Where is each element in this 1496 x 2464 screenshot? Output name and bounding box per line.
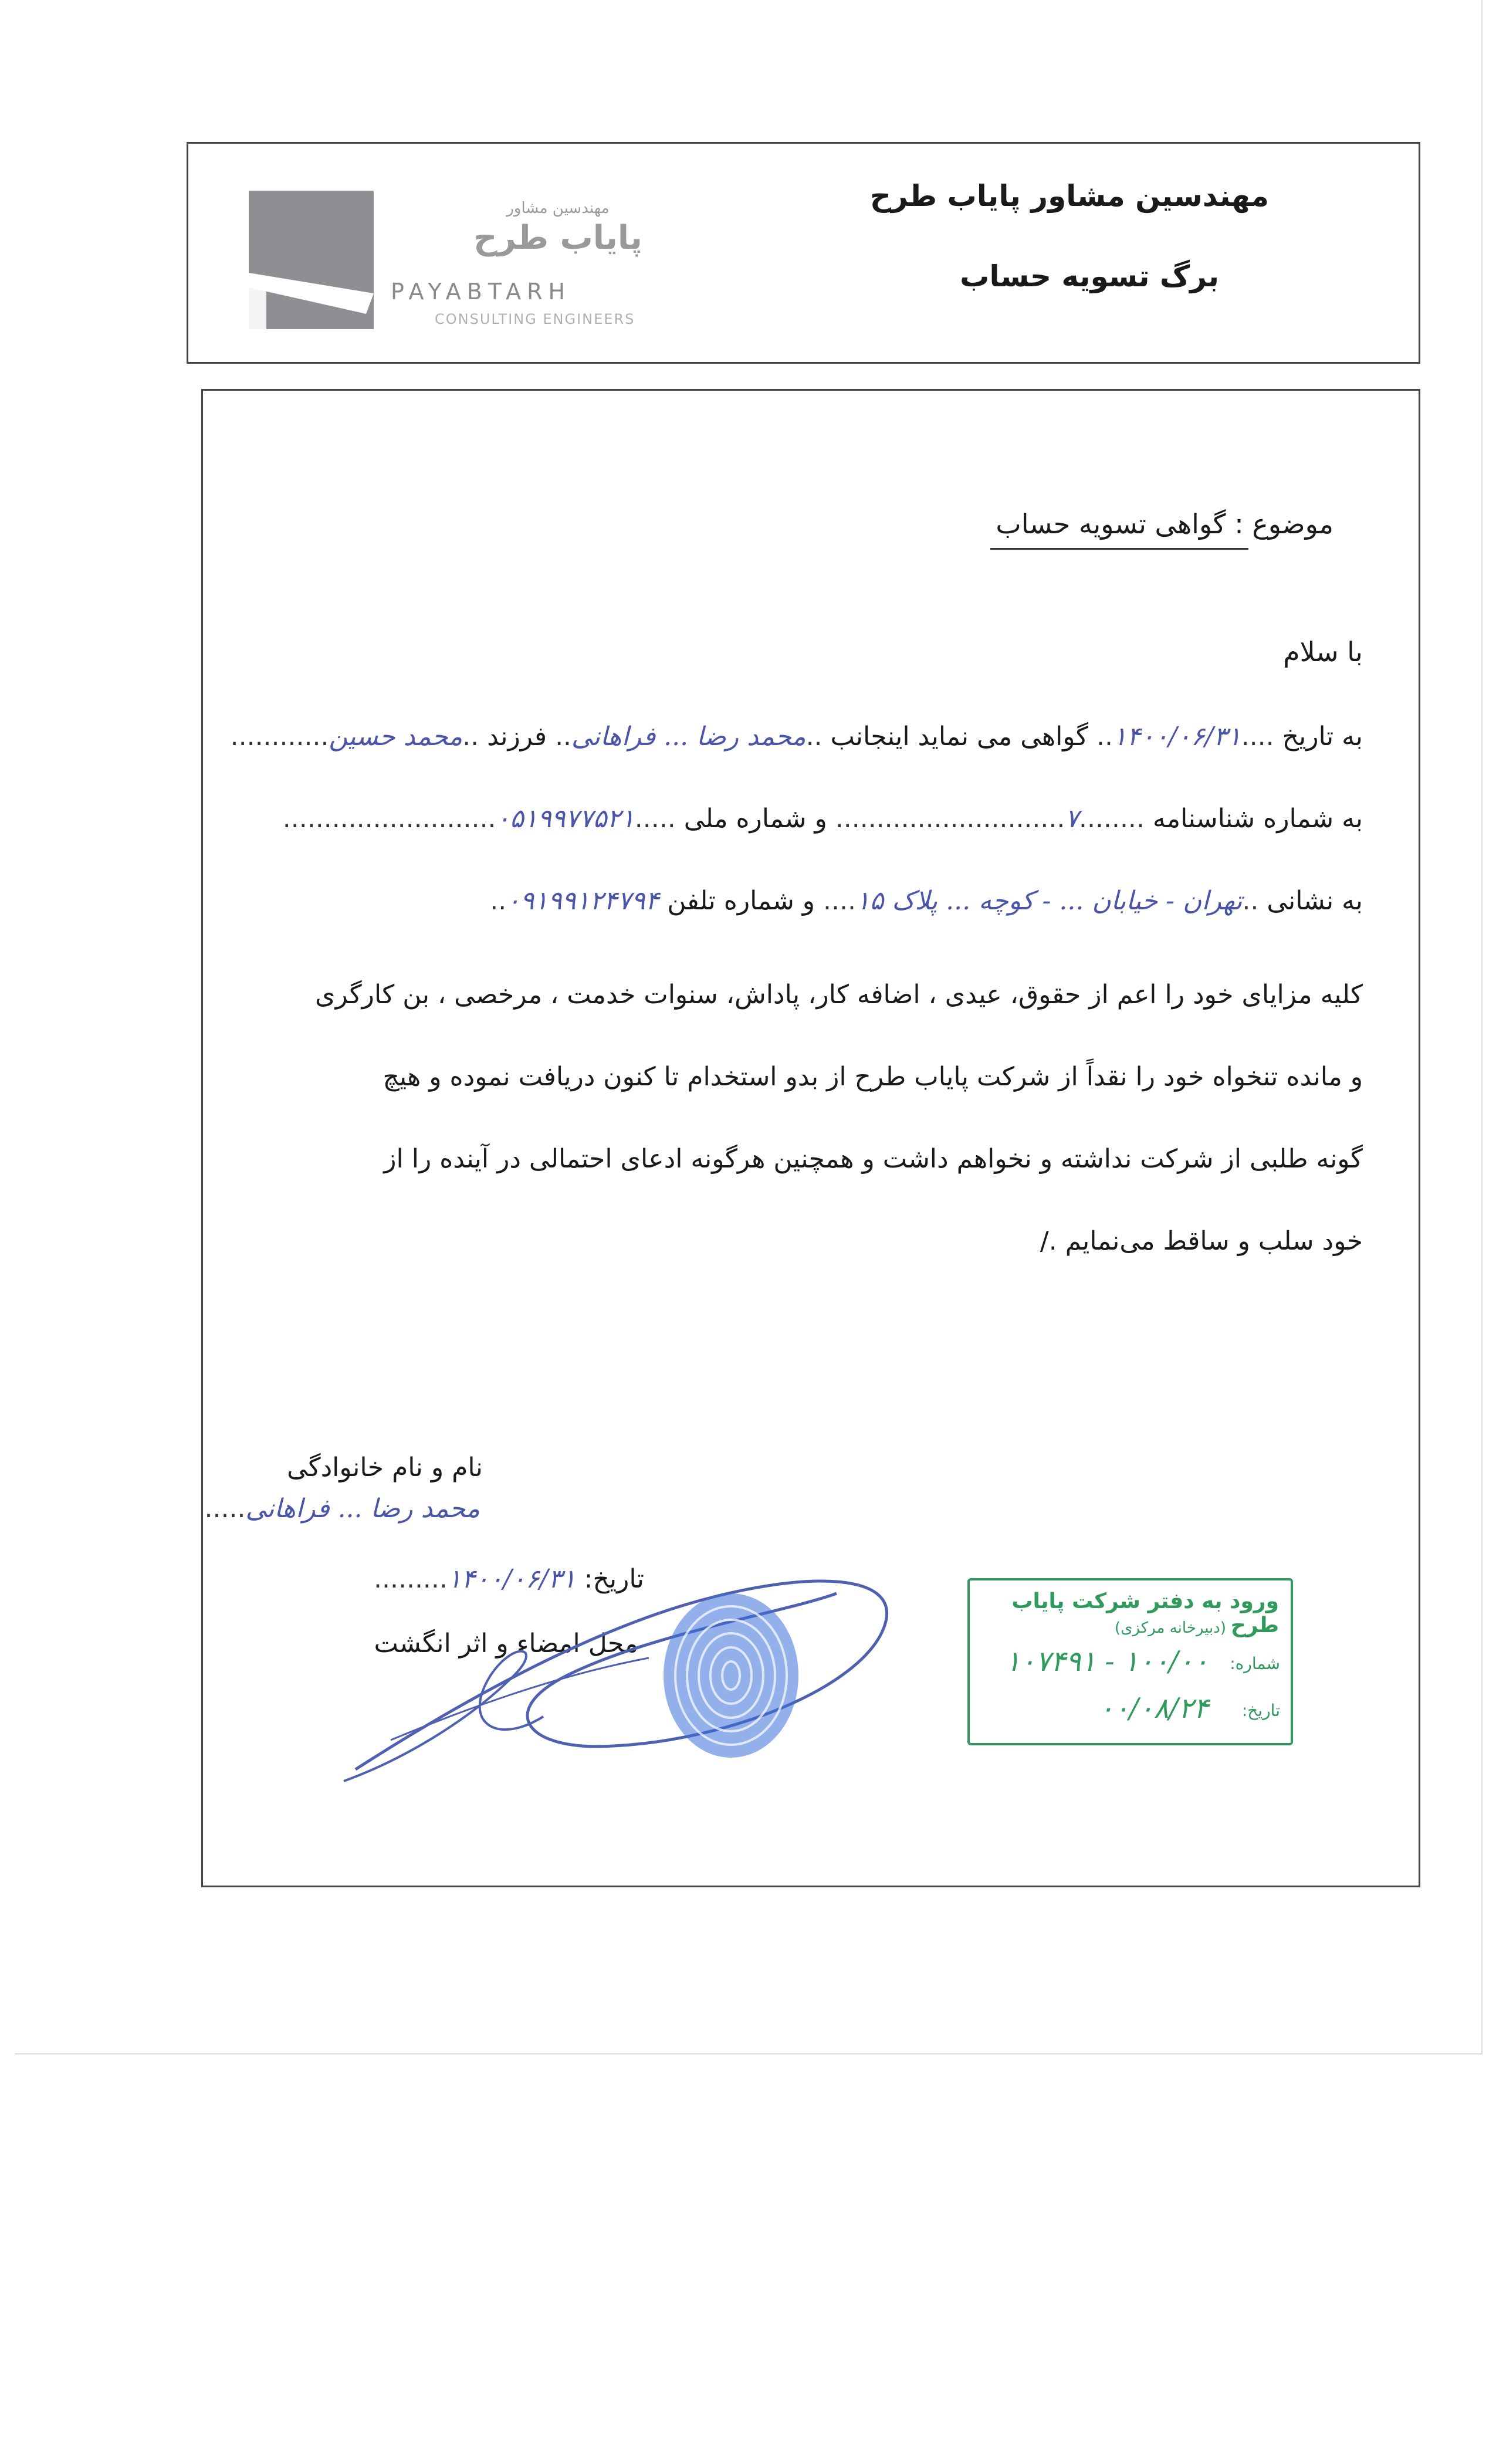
logo-english-subtitle: CONSULTING ENGINEERS bbox=[435, 311, 635, 327]
signature-name-label: نام و نام خانوادگی bbox=[286, 1453, 483, 1483]
line1-date-handwriting: ۱۴۰۰/۰۶/۳۱ bbox=[1112, 722, 1241, 752]
line3-phone-handwriting: ۰۹۱۹۹۱۲۴۷۹۴ bbox=[506, 886, 659, 916]
subject-underline bbox=[990, 548, 1248, 550]
line-address-phone: به نشانی ..تهران - خیابان ... - کوچه ... پلاک ۱۵.... و شماره تلفن ۰۹۱۹۹۱۲۴۷۹۴.. bbox=[490, 886, 1363, 916]
subject-label: موضوع : bbox=[1234, 508, 1333, 540]
line2-national-handwriting: ۰۵۱۹۹۷۷۵۲۱ bbox=[496, 804, 635, 834]
signature-name-field: محمد رضا ... فراهانی..... bbox=[204, 1494, 480, 1524]
fingerprint-icon bbox=[655, 1588, 807, 1764]
signature-date-handwriting: ۱۴۰۰/۰۶/۳۱ bbox=[447, 1564, 576, 1594]
stamp-number-handwriting: ۱۰۰/۰۰ - ۱۰۷۴۹۱ bbox=[1005, 1645, 1209, 1678]
body-line-1: کلیه مزایای خود را اعم از حقوق، عیدی ، اضافه کار، پاداش، سنوات خدمت ، مرخصی ، بن کارگری bbox=[315, 980, 1363, 1010]
line2-middle: و شماره ملی bbox=[683, 804, 827, 834]
logo-stripe-icon bbox=[249, 191, 374, 329]
subject-line bbox=[747, 508, 1333, 540]
line1-father-handwriting: محمد حسین bbox=[329, 722, 463, 752]
stamp-number-label: شماره: bbox=[1230, 1654, 1280, 1673]
subject-text: گواهی تسویه حساب bbox=[996, 508, 1226, 540]
line1-middle: گواهی می نماید اینجانب bbox=[830, 722, 1088, 752]
body-line-2: و مانده تنخواه خود را نقداً از شرکت پایاب طرح از بدو استخدام تا کنون دریافت نموده و هیچ bbox=[383, 1062, 1363, 1092]
logo-english-name: PAYABTARH bbox=[391, 279, 571, 304]
logo-persian-name: پایاب طرح bbox=[473, 219, 642, 257]
greeting: با سلام bbox=[1283, 636, 1363, 668]
line1-child-label: فرزند bbox=[487, 722, 547, 752]
registry-stamp bbox=[967, 1578, 1293, 1745]
scanned-page bbox=[15, 0, 1483, 2055]
form-title: برگ تسویه حساب bbox=[960, 259, 1219, 293]
line1-prefix: به تاریخ bbox=[1282, 722, 1363, 752]
line-date-name: به تاریخ ....۱۴۰۰/۰۶/۳۱.. گواهی می نماید اینجانب ..محمد رضا ... فراهانی.. فرزند ..محمد حسین............ bbox=[230, 722, 1363, 752]
signature-name-handwriting: محمد رضا ... فراهانی bbox=[245, 1494, 480, 1524]
stamp-subtitle: (دبیرخانه مرکزی) bbox=[1114, 1619, 1226, 1637]
stamp-date-handwriting: ۰۰/۰۸/۲۴ bbox=[1098, 1692, 1209, 1725]
line2-prefix: به شماره شناسنامه bbox=[1152, 804, 1363, 834]
letterhead-box bbox=[187, 142, 1420, 364]
signature-place-label: محل امضاء و اثر انگشت bbox=[374, 1629, 638, 1659]
line-id-numbers: به شماره شناسنامه ........۷............................ و شماره ملی .....۰۵۱۹۹۷۷۵۲۱.......................... bbox=[282, 804, 1363, 834]
company-logo-mark bbox=[249, 191, 374, 329]
company-name: مهندسین مشاور پایاب طرح bbox=[869, 179, 1269, 213]
line3-prefix: به نشانی bbox=[1267, 886, 1363, 916]
signature-date-field: تاریخ: ۱۴۰۰/۰۶/۳۱......... bbox=[374, 1564, 644, 1594]
stamp-title: ورود به دفتر شرکت پایاب طرح bbox=[1011, 1589, 1279, 1637]
line1-name-handwriting: محمد رضا ... فراهانی bbox=[571, 722, 806, 752]
line3-phone-label: و شماره تلفن bbox=[667, 886, 815, 916]
stamp-date-label: تاریخ: bbox=[1241, 1701, 1280, 1720]
line2-id-handwriting: ۷ bbox=[1065, 804, 1079, 834]
body-line-4: خود سلب و ساقط می‌نمایم ./ bbox=[1040, 1226, 1363, 1256]
line3-address-handwriting: تهران - خیابان ... - کوچه ... پلاک ۱۵ bbox=[856, 886, 1243, 916]
signature-date-label: تاریخ: bbox=[584, 1564, 644, 1594]
body-line-3: گونه طلبی از شرکت نداشته و نخواهم داشت و همچنین هرگونه ادعای احتمالی در آینده را از bbox=[384, 1144, 1363, 1174]
logo-persian-caption: مهندسین مشاور bbox=[506, 199, 610, 217]
